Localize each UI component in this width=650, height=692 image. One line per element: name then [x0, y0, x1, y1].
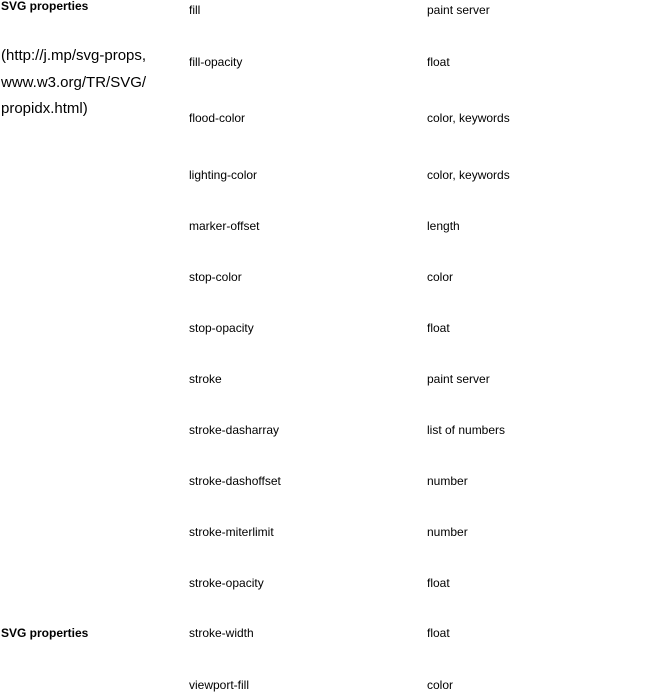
property-name: marker-offset [189, 219, 260, 233]
property-name: stop-opacity [189, 321, 254, 335]
property-name: viewport-fill [189, 678, 250, 692]
property-type: color, keywords [427, 168, 510, 182]
source-note-line: (http://j.mp/svg-props, [1, 47, 147, 64]
property-type: number [427, 525, 468, 539]
property-type: paint server [427, 3, 490, 17]
property-name: stop-color [189, 270, 242, 284]
property-name: flood-color [189, 111, 246, 125]
property-name: stroke-dashoffset [189, 474, 281, 488]
property-type: length [427, 219, 460, 233]
property-name: stroke-opacity [189, 576, 264, 590]
property-type: float [427, 576, 450, 590]
property-name: stroke-width [189, 626, 254, 640]
property-type: color [427, 678, 454, 692]
property-name: stroke-miterlimit [189, 525, 274, 539]
property-type: float [427, 626, 450, 640]
property-name: lighting-color [189, 168, 258, 182]
property-name: fill-opacity [189, 55, 243, 69]
property-type: list of numbers [427, 423, 506, 437]
property-type: color, keywords [427, 111, 510, 125]
section-title-repeat: SVG properties [1, 626, 89, 640]
property-type: color [427, 270, 454, 284]
property-type: float [427, 55, 450, 69]
source-note-line: www.w3.org/TR/SVG/ [1, 73, 147, 91]
property-name: stroke [189, 372, 222, 386]
property-type: paint server [427, 372, 490, 386]
source-note-line: propidx.html) [1, 100, 88, 117]
property-name: fill [189, 3, 201, 17]
source-note [1, 43, 146, 123]
section-title: SVG properties [1, 0, 89, 13]
property-name: stroke-dasharray [189, 423, 280, 437]
property-type: float [427, 321, 450, 335]
property-type: number [427, 474, 468, 488]
